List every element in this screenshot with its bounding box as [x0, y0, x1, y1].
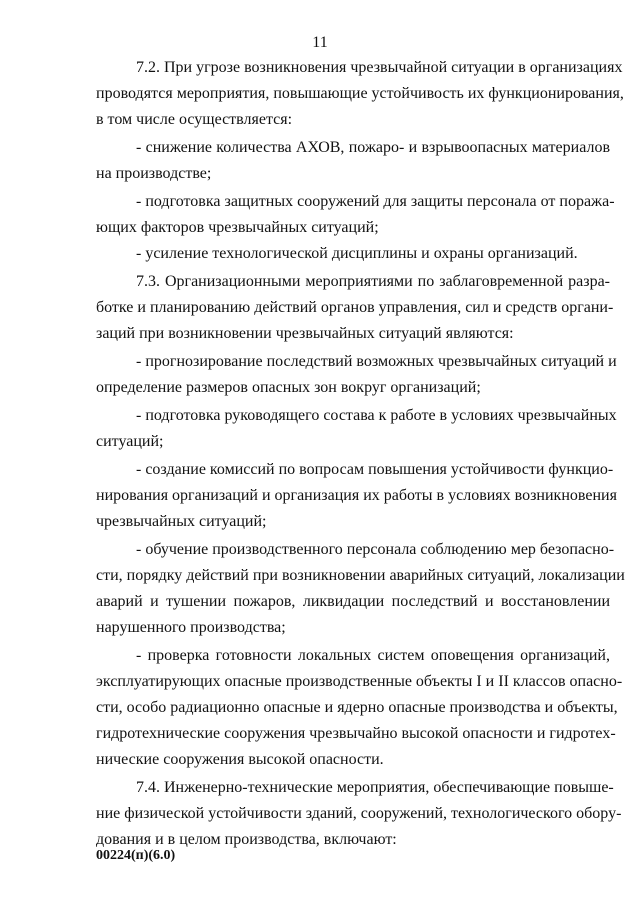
- page-number: 11: [312, 34, 328, 51]
- text-line: заций при возникновении чрезвычайных ситуаций являются:: [96, 325, 514, 342]
- text-line: - проверка готовности локальных систем оповещения организаций,: [136, 647, 610, 664]
- text-line: дования и в целом производства, включают:: [96, 831, 397, 848]
- text-line: гидротехнические сооружения чрезвычайно высокой опасности и гидротех-: [96, 725, 616, 742]
- text-line: - подготовка руководящего состава к работе в условиях чрезвычайных: [136, 407, 617, 424]
- text-line: нические сооружения высокой опасности.: [96, 751, 384, 768]
- text-line: сти, особо радиационно опасные и ядерно опасные производства и объекты,: [96, 699, 618, 716]
- text-line: - создание комиссий по вопросам повышения устойчивости функцио-: [136, 461, 614, 478]
- text-line: нарушенного производства;: [96, 619, 286, 636]
- text-line: аварий и тушении пожаров, ликвидации последствий и восстановлении: [96, 593, 610, 610]
- text-line: нирования организаций и организация их работы в условиях возникновения: [96, 487, 617, 504]
- text-line: - подготовка защитных сооружений для защиты персонала от поража-: [136, 193, 615, 210]
- text-line: проводятся мероприятия, повышающие устойчивость их функционирования,: [96, 85, 624, 102]
- text-line: 7.3. Организационными мероприятиями по заблаговременной разра-: [136, 273, 610, 290]
- text-line: определение размеров опасных зон вокруг организаций;: [96, 379, 481, 396]
- text-line: ние физической устойчивости зданий, сооружений, технологического обору-: [96, 805, 622, 822]
- text-line: - обучение производственного персонала соблюдению мер безопасно-: [136, 541, 615, 558]
- text-line: - снижение количества АХОВ, пожаро- и взрывоопасных материалов: [136, 139, 610, 156]
- text-line: чрезвычайных ситуаций;: [96, 513, 267, 530]
- text-line: эксплуатирующих опасные производственные объекты I и II классов опасно-: [96, 673, 623, 690]
- text-line: 7.4. Инженерно-технические мероприятия, обеспечивающие повыше-: [136, 779, 614, 796]
- text-line: ситуаций;: [96, 433, 164, 450]
- text-line: сти, порядку действий при возникновении аварийных ситуаций, локализации: [96, 567, 625, 584]
- text-line: ющих факторов чрезвычайных ситуаций;: [96, 219, 379, 236]
- text-line: на производстве;: [96, 165, 212, 182]
- text-line: - прогнозирование последствий возможных чрезвычайных ситуаций и: [136, 353, 617, 370]
- document-footer-code: 00224(п)(6.0): [96, 848, 176, 863]
- text-line: - усиление технологической дисциплины и охраны организаций.: [136, 245, 578, 262]
- text-line: ботке и планированию действий органов управления, сил и средств органи-: [96, 299, 614, 316]
- text-line: в том числе осуществляется:: [96, 111, 293, 128]
- text-line: 7.2. При угрозе возникновения чрезвычайной ситуации в организациях: [136, 59, 623, 76]
